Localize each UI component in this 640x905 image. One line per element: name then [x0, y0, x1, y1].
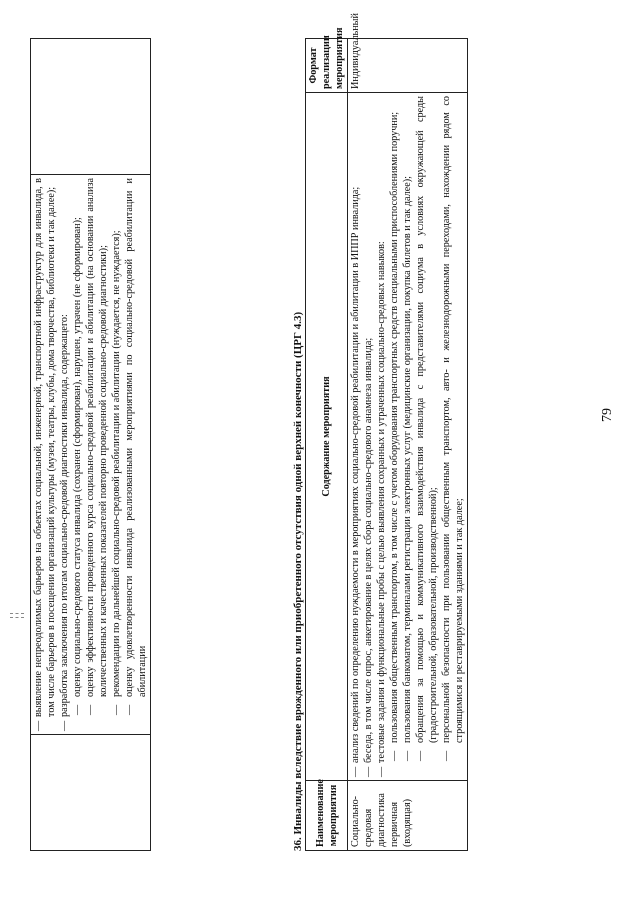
bullet-dash: —	[85, 704, 96, 715]
list-item-text: рекомендации по дальнейшей социально-средовой реабилитации и абилитации (нуждается, не нуждается);	[111, 230, 122, 697]
activity-name: Социально-средовая диагностика первичная (входящая)	[348, 781, 468, 851]
content-list	[349, 96, 466, 777]
format-cell	[31, 39, 151, 175]
bullet-dash: —	[402, 750, 413, 761]
list-item-text: оценку удовлетворенности инвалида реализованными мероприятиями по социально-средовой реабилитации и абилитации	[124, 178, 148, 697]
table-row	[31, 39, 151, 851]
list-item-text: разработка заключения по итогам социально-средовой диагностики инвалида, содержащего:	[59, 314, 70, 717]
list-item	[110, 178, 123, 731]
activity-content	[348, 93, 468, 781]
bullet-dash: —	[415, 750, 426, 761]
bullet-dash: —	[72, 704, 83, 715]
header-content: Содержание мероприятия	[306, 93, 348, 781]
list-item	[349, 96, 362, 777]
activities-table	[305, 13, 468, 851]
table-row	[348, 39, 468, 851]
list-item-text: пользования общественным транспортом, в том числе с учетом оборудования транспортных средств специальными приспособлениями поручни;	[389, 111, 400, 743]
content-list	[32, 178, 149, 731]
list-item-text: пользования банкоматом, терминалами регистрации электронных услуг (медицинские организации, покупка билетов и так далее);	[402, 176, 413, 743]
list-item	[401, 96, 414, 777]
bullet-dash: —	[350, 766, 361, 777]
list-item	[58, 178, 71, 731]
continuation-table	[30, 38, 151, 851]
list-item	[375, 96, 388, 777]
list-item	[84, 178, 110, 731]
content-cell	[31, 175, 151, 735]
list-item-text: оценку социально-средового статуса инвалида (сохранен (сформирован), нарушен, утрачен (не сформирован);	[72, 217, 83, 697]
page-number: 79	[600, 408, 615, 422]
list-item	[32, 178, 58, 731]
list-item-text: оценку эффективности проведенного курса социально-средовой реабилитации и абилитации (на основании анализа количественных и качественных показателей повторно проведенной социально-средовой диагностики);	[85, 178, 109, 697]
scan-mark	[10, 613, 24, 618]
bullet-dash: —	[441, 750, 452, 761]
list-item-text: анализ сведений по определению нуждаемости в мероприятиях социально-средовой реабилитации и абилитации в ИППР инвалида;	[350, 186, 361, 763]
table-header-row	[306, 39, 348, 851]
list-item-text: беседа, в том числе опрос, анкетирование в целях сбора социально-средового анамнеза инвалида;	[363, 337, 374, 763]
list-item	[362, 96, 375, 777]
list-item-text: тестовые задания и функциональные пробы с целью выявления сохранных и утраченных социально-средовых навыков:	[376, 241, 387, 763]
bullet-dash: —	[376, 766, 387, 777]
bullet-dash: —	[59, 720, 70, 731]
list-item	[440, 96, 466, 777]
section-heading: 36. Инвалиды вследствие врожденного или приобретенного отсутствия одной верхней конечности (ЦРГ 4.3)	[292, 311, 304, 851]
list-item-text: обращения за помощью и коммуникативного взаимодействия инвалида с представителями социума в условиях окружающей среды (градостроительной, образовательной, производственной);	[415, 96, 439, 743]
activity-format: Индивидуальный	[348, 39, 468, 93]
list-item	[71, 178, 84, 731]
name-cell	[31, 735, 151, 851]
bullet-dash: —	[389, 750, 400, 761]
bullet-dash: —	[111, 704, 122, 715]
header-format: Формат реализации мероприятия	[306, 39, 348, 93]
list-item	[414, 96, 440, 777]
list-item	[123, 178, 149, 731]
header-name: Наименование мероприятия	[306, 781, 348, 851]
list-item	[388, 96, 401, 777]
list-item-text: персональной безопасности при пользовании общественным транспортом, авто- и железнодорожными переходами, нахождении рядом со строящимися и реставрируемыми зданиями и так далее;	[441, 96, 465, 743]
bullet-dash: —	[124, 704, 135, 715]
bullet-dash: —	[33, 720, 44, 731]
list-item-text: выявление непреодолимых барьеров на объектах социальной, инженерной, транспортной инфраструктур для инвалида, в том числе барьеров в посещении организаций культуры (музеи, театры, клубы, дома творчества, библиотеки и так далее);	[33, 178, 57, 717]
bullet-dash: —	[363, 766, 374, 777]
